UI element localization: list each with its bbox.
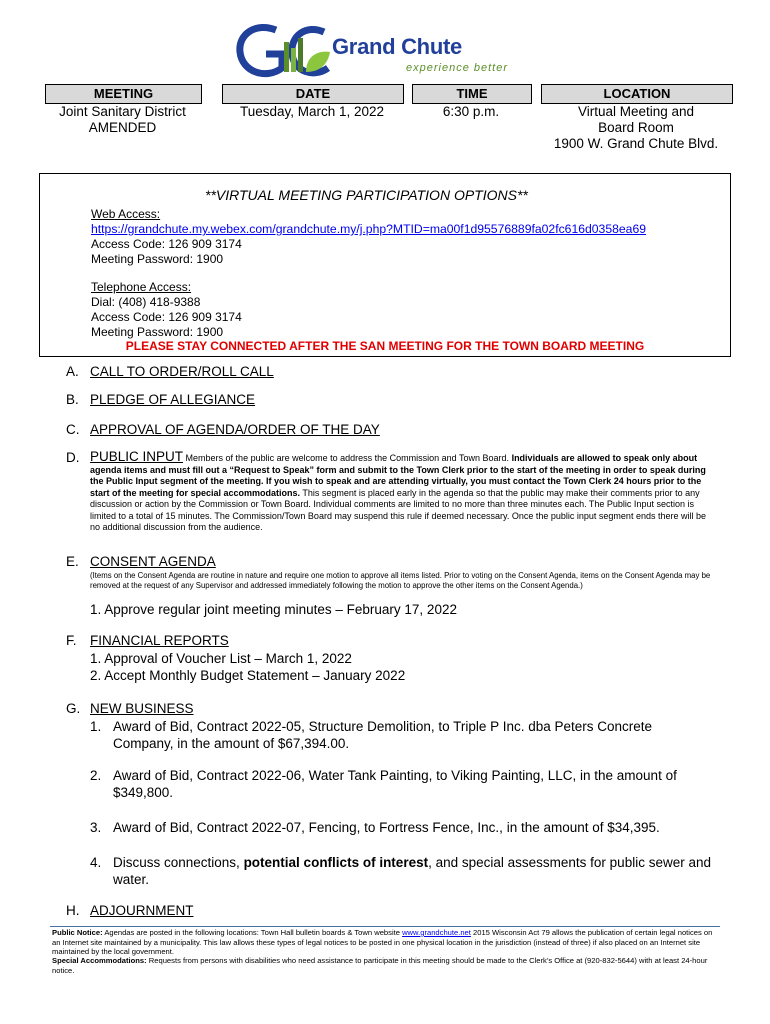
section-e-title: CONSENT AGENDA (90, 554, 216, 569)
special-accommodations: Special Accommodations: Requests from persons with disabilities who need assistance to participate in this meeting should be made to the Clerk’s Office at (920-832-5644) with at least 24-hour notice. (52, 956, 708, 975)
consent-item-1: 1. Approve regular joint meeting minutes – February 17, 2022 (90, 602, 457, 617)
section-a-title: CALL TO ORDER/ROLL CALL (90, 364, 274, 379)
financial-item-1: 1. Approval of Voucher List – March 1, 2022 (90, 651, 352, 666)
meeting-header: MEETING (45, 84, 202, 104)
location-header: LOCATION (541, 84, 733, 104)
section-c-title: APPROVAL OF AGENDA/ORDER OF THE DAY (90, 422, 380, 437)
section-b-title: PLEDGE OF ALLEGIANCE (90, 392, 256, 407)
location-value: Virtual Meeting and Board Room 1900 W. Grand Chute Blvd. (553, 104, 719, 151)
meeting-value: Joint Sanitary District AMENDED (59, 104, 186, 135)
section-d-title: PUBLIC INPUT (90, 449, 184, 464)
web-access-block: Web Access: https://grandchute.my.webex.com/grandchute.my/j.php?MTID=ma00f1d95576889fa02fc616d0358ea69 Access Code: 126 909 3174 Meeting Password: 1900 (91, 207, 647, 266)
website-link[interactable]: www.grandchute.net (402, 928, 471, 937)
section-f-title: FINANCIAL REPORTS (90, 633, 229, 648)
new-business-item-2: Award of Bid, Contract 2022-06, Water Tank Painting, to Viking Painting, LLC, in the amount of $349,800. (113, 768, 677, 800)
new-business-num-1: 1. (90, 719, 102, 734)
time-header: TIME (412, 84, 532, 104)
stay-connected-notice: PLEASE STAY CONNECTED AFTER THE SAN MEETING FOR THE TOWN BOARD MEETING (125, 339, 645, 353)
financial-item-2: 2. Accept Monthly Budget Statement – January 2022 (90, 668, 406, 683)
new-business-item-3: Award of Bid, Contract 2022-07, Fencing, to Fortress Fence, Inc., in the amount of $34,395. (113, 820, 660, 835)
date-value: Tuesday, March 1, 2022 (239, 104, 385, 119)
new-business-item-1: Award of Bid, Contract 2022-05, Structure Demolition, to Triple P Inc. dba Peters Concrete Company, in the amount of $67,394.00. (113, 719, 653, 751)
new-business-item-4: Discuss connections, potential conflicts of interest, and special assessments for public sewer and water. (113, 855, 711, 887)
logo-name: Grand Chute (332, 34, 462, 59)
section-h-title: ADJOURNMENT (90, 903, 194, 918)
time-value: 6:30 p.m. (442, 104, 500, 119)
consent-agenda-desc: (Items on the Consent Agenda are routine in nature and require one motion to approve all items listed. Prior to voting on the Consent Agenda, items on the Consent Agenda may be removed at the request of any Supervisor and addressed immediately following the motion to approve the other items on the Consent Agenda.) (90, 571, 711, 590)
logo-tagline: experience better (406, 62, 508, 74)
new-business-num-2: 2. (90, 768, 102, 783)
date-header: DATE (222, 84, 404, 104)
webex-link[interactable]: https://grandchute.my.webex.com/grandchute.my/j.php?MTID=ma00f1d95576889fa02fc616d0358ea69 (91, 222, 647, 236)
section-g-title: NEW BUSINESS (90, 701, 194, 716)
new-business-num-4: 4. (90, 855, 102, 870)
telephone-access-block: Telephone Access: Dial: (408) 418-9388 Access Code: 126 909 3174 Meeting Password: 1900 (91, 280, 242, 339)
public-notice: Public Notice: Agendas are posted in the following locations: Town Hall bulletin boards & Town website www.grandchute.net 2015 Wisconsin Act 79 allows the publication of certain legal notices on an Internet site maintained by a municipality. This law allows these types of legal notices to be posted in one physical location in the jurisdiction (instead of three) if also placed on an Internet site maintained by the local government. (52, 928, 713, 956)
footer-rule (50, 926, 720, 927)
new-business-num-3: 3. (90, 820, 102, 835)
virtual-title: **VIRTUAL MEETING PARTICIPATION OPTIONS** (205, 187, 528, 203)
public-input-text: PUBLIC INPUT Members of the public are welcome to address the Commission and Town Board. Individuals are allowed to speak only about agenda items and must fill out a “Request to Speak” form and submit to the Town Clerk prior to the start of the meeting in order to speak during the Public Input segment of the meeting. If you wish to speak and are attending virtually, you must contact the Town Clerk 24 hours prior to the start of the meeting for special accommodations. This segment is placed early in the agenda so that the public may make their comments prior to any discussion or action by the Commission or Town Board. Individual comments are limited to no more than three minutes each. The Public Input section is limited to a total of 15 minutes. The Commission/Town Board may suspend this rule if deemed necessary. Once the public input segment ends there will be no additional discussion from the audience. (90, 449, 706, 532)
